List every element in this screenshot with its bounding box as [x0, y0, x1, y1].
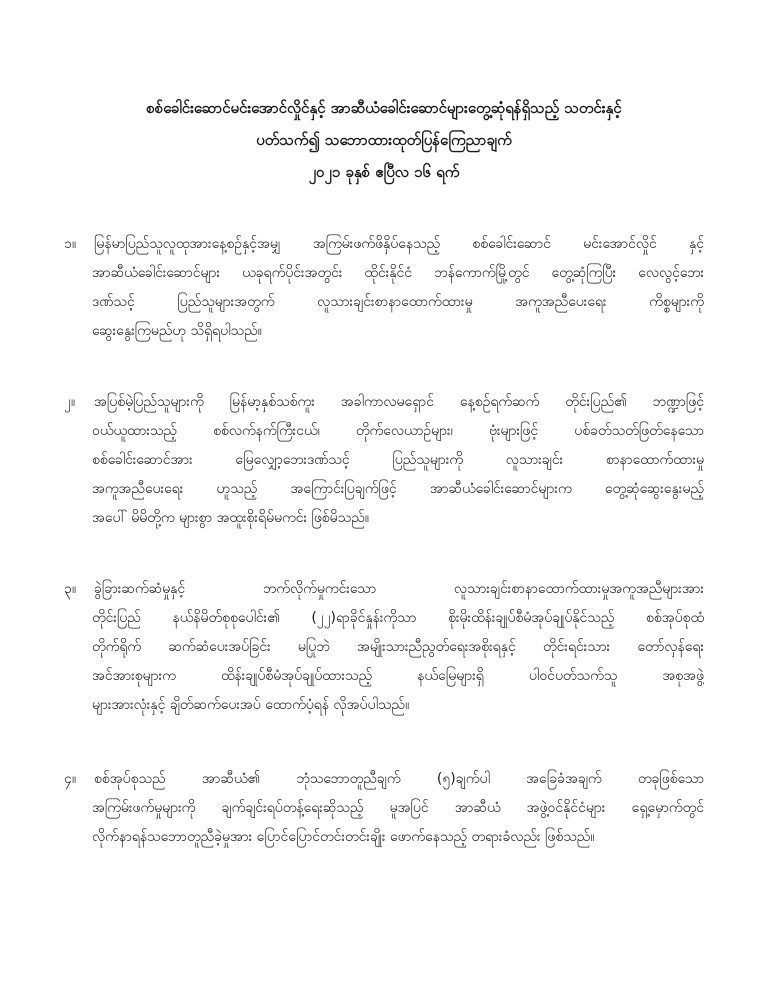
paragraph-2 [64, 388, 704, 533]
paragraph-number: ၄။ [64, 771, 77, 787]
paragraph-line: အာဆီယံခေါင်းဆောင်များ ယခုရက်ပိုင်းအတွင်း ထိုင်းနိုင်ငံ ဘန်ကောက်မြို့တွင် တွေ့ဆုံကြပြီး လေလွင့်ဘေး [92, 265, 704, 281]
paragraph-line: စစ်ခေါင်းဆောင်အား မြေလျှော့ဘေးဒဏ်သင့် ပြည်သူများကို လူသားချင်း စာနာထောက်ထားမှု [92, 452, 704, 468]
paragraph-3 [64, 575, 704, 720]
document-header [60, 92, 708, 188]
paragraph-4 [64, 765, 704, 852]
paragraph-number: ၃။ [64, 581, 77, 597]
paragraph-number: ၁။ [64, 236, 77, 252]
paragraph-line: အကူအညီပေးရေး ဟူသည့် အကြောင်းပြချက်ဖြင့် အာဆီယံခေါင်းဆောင်များက တွေ့ဆုံဆွေးနွေးမည့် [92, 481, 704, 497]
header-title-line-2: ပတ်သက်၍ သဘောထားထုတ်ပြန်ကြေညာချက် [256, 131, 512, 149]
paragraph-line: တိုင်းပြည် နယ်နိမိတ်စုစုပေါင်း၏ (၂၂)ရာခိုင်နှုန်းကိုသာ စိုးမိုးထိန်းချုပ်စီမံအုပ်ချုပ်နိုင်သည့် စစ်အုပ်စုထံ [92, 610, 704, 626]
paragraph-line: အကြမ်းဖက်မှုများကို ချက်ချင်းရပ်တန့်ရေးဆိုသည့် မူအပြင် အာဆီယံ အဖွဲ့ဝင်နိုင်ငံများ ရှေ့မှောက်တွင် [92, 800, 704, 816]
paragraph-line: တိုက်ရိုက် ဆက်ဆံပေးအပ်ခြင်း မပြုဘဲ အမျိုးသားညီညွတ်ရေးအစိုးရနှင့် တိုင်းရင်းသား တော်လှန်ရေး [92, 639, 704, 655]
paragraph-line: မြန်မာပြည်သူလူထုအားနေ့စဉ်နှင့်အမျှ အကြမ်းဖက်ဖိနှိပ်နေသည့် စစ်ခေါင်းဆောင် မင်းအောင်လှိုင် နှင့် [94, 236, 704, 252]
paragraph-line: ဝယ်ယူထားသည့် စစ်လက်နက်ကြီးငယ်၊ တိုက်လေယာဉ်များ၊ ဗုံးများဖြင့် ပစ်ခတ်သတ်ဖြတ်နေသော [92, 423, 704, 439]
paragraph-line: ဆွေးနွေးကြမည်ဟု သိရှိရပါသည်။ [92, 323, 262, 339]
paragraph-line: များအားလုံးနှင့် ချိတ်ဆက်ပေးအပ် ထောက်ပံ့ရန် လိုအပ်ပါသည်။ [92, 697, 410, 713]
paragraph-1 [64, 230, 704, 346]
paragraph-line: အပြစ်မဲ့ပြည်သူများကို မြန်မာ့နှစ်သစ်ကူး အခါကာလမရှောင် နေ့စဉ်ရက်ဆက် တိုင်းပြည်၏ ဘဏ္ဍာဖြင့် [94, 394, 704, 410]
paragraph-line: အင်အားစုများက ထိန်းချုပ်စီမံအုပ်ချုပ်ထားသည့် နယ်မြေများရှိ ပါဝင်ပတ်သက်သူ အစုအဖွဲ့ [92, 668, 704, 684]
paragraph-line: ဒဏ်သင့် ပြည်သူများအတွက် လူသားချင်းစာနာထောက်ထားမှု အကူအညီပေးရေး ကိစ္စများကို [92, 294, 704, 310]
paragraph-line: ခွဲခြားဆက်ဆံမှုနှင့် ဘက်လိုက်မှုကင်းသော လူသားချင်းစာနာထောက်ထားမှုအကူအညီများအား [94, 581, 704, 597]
paragraph-line: စစ်အုပ်စုသည် အာဆီယံ၏ ဘုံသဘောတူညီချက် (၅)ချက်ပါ အခြေခံအချက် တခုဖြစ်သော [94, 771, 704, 787]
paragraph-number: ၂။ [64, 394, 76, 410]
header-date: ၂၀၂၁ ခုနှစ် ဧပြီလ ၁၆ ရက် [308, 163, 460, 181]
header-title-line-1: စစ်ခေါင်းဆောင်မင်းအောင်လှိုင်နှင့် အာဆီယံခေါင်းဆောင်များတွေ့ဆုံရန်ရှိသည့် သတင်းနှင့် [146, 99, 622, 117]
paragraph-line: အပေါ် မိမိတို့က များစွာ အထူးစိုးရိမ်မကင်း ဖြစ်မိသည်။ [92, 510, 369, 526]
paragraph-line: လိုက်နာရန်သဘောတူညီခဲ့မှုအား ပြောင်ပြောင်တင်းတင်းချိုး ဖောက်နေသည့် တရားခံလည်း ဖြစ်သည်။ [92, 829, 595, 845]
